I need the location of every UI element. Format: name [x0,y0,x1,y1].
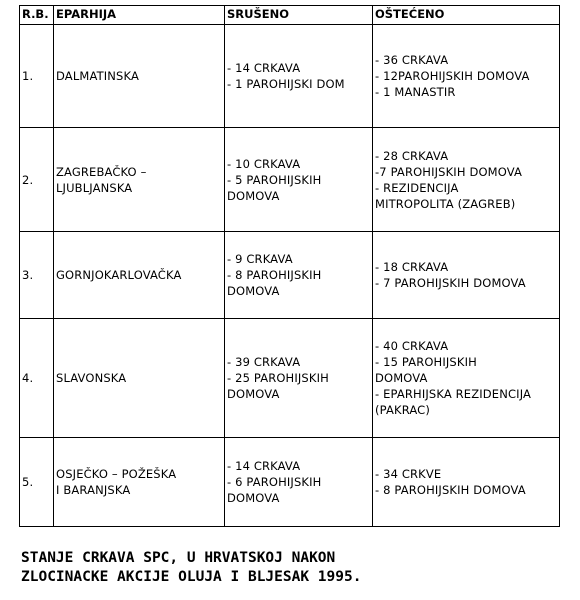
cell-osteceno [373,128,560,232]
cell-line: - 1 PAROHIJSKI DOM [227,77,345,91]
cell-line: - 6 PAROHIJSKIH [227,475,322,489]
cell-line: - 8 PAROHIJSKIH [227,268,322,282]
cell-line: SLAVONSKA [56,371,127,385]
table-row [20,319,560,438]
cell-osteceno [373,319,560,438]
cell-line: DOMOVA [375,371,428,385]
cell-line: GORNJOKARLOVAČKA [56,268,182,282]
table-row [20,25,560,128]
cell-line: - 28 CRKAVA [375,148,449,163]
cell-line: DOMOVA [227,188,280,203]
cell-line: - 7 PAROHIJSKIH DOMOVA [375,276,526,290]
cell-line: - 5 PAROHIJSKIH [227,172,322,187]
cell-sruseno [225,25,373,128]
document-caption [21,549,561,587]
cell-eparhija [54,438,225,527]
cell-rb: 4. [20,319,54,438]
cell-line: OSJEČKO – POŽEŠKA [56,467,177,481]
cell-line: - EPARHIJSKA REZIDENCIJA [375,387,532,401]
cell-line: DOMOVA [227,491,280,505]
header-osteceno: OŠTEĆENO [373,6,560,25]
caption-line-1: STANJE CRKAVA SPC, U HRVATSKOJ NAKON [21,550,336,566]
cell-osteceno [373,25,560,128]
cell-line: - 40 CRKAVA [375,339,449,353]
cell-line: - 10 CRKAVA [227,156,301,171]
table-header-row [20,6,560,25]
cell-line: (PAKRAC) [375,403,430,417]
cell-osteceno [373,232,560,319]
cell-rb: 1. [20,25,54,128]
cell-line: - 8 PAROHIJSKIH DOMOVA [375,483,526,497]
cell-line: I BARANJSKA [56,483,131,497]
cell-line: - 12PAROHIJSKIH DOMOVA [375,69,530,83]
cell-osteceno [373,438,560,527]
cell-line: - 1 MANASTIR [375,85,456,99]
cell-sruseno [225,232,373,319]
cell-line: MITROPOLITA (ZAGREB) [375,196,516,211]
header-sruseno: SRUŠENO [225,6,373,25]
cell-eparhija [54,25,225,128]
cell-line: - 9 CRKAVA [227,252,293,266]
table-row [20,128,560,232]
cell-sruseno [225,128,373,232]
cell-rb: 3. [20,232,54,319]
cell-eparhija [54,232,225,319]
cell-rb: 5. [20,438,54,527]
cell-sruseno [225,319,373,438]
cell-line: DOMOVA [227,387,280,401]
cell-sruseno [225,438,373,527]
damaged-churches-table [19,5,560,527]
cell-line: - 39 CRKAVA [227,355,301,369]
cell-line: - 14 CRKAVA [227,61,301,75]
cell-line: - 25 PAROHIJSKIH [227,371,329,385]
cell-rb: 2. [20,128,54,232]
cell-line: -7 PAROHIJSKIH DOMOVA [375,164,523,179]
caption-line-2: ZLOCINACKE AKCIJE OLUJA I BLJESAK 1995. [21,569,362,585]
cell-line: - 14 CRKAVA [227,459,301,473]
cell-eparhija [54,128,225,232]
cell-line: - REZIDENCIJA [375,180,459,195]
header-rb: R.B. [20,6,54,25]
cell-line: DOMOVA [227,284,280,298]
cell-line: - 34 CRKVE [375,467,442,481]
cell-eparhija [54,319,225,438]
document [19,5,559,527]
cell-line: - 36 CRKAVA [375,53,449,67]
cell-line: DALMATINSKA [56,69,139,83]
cell-line: - 15 PAROHIJSKIH [375,355,477,369]
cell-line: LJUBLJANSKA [56,180,133,195]
header-eparhija: EPARHIJA [54,6,225,25]
table-row [20,232,560,319]
table-row [20,438,560,527]
cell-line: - 18 CRKAVA [375,260,449,274]
cell-line: ZAGREBAČKO – [56,164,147,179]
